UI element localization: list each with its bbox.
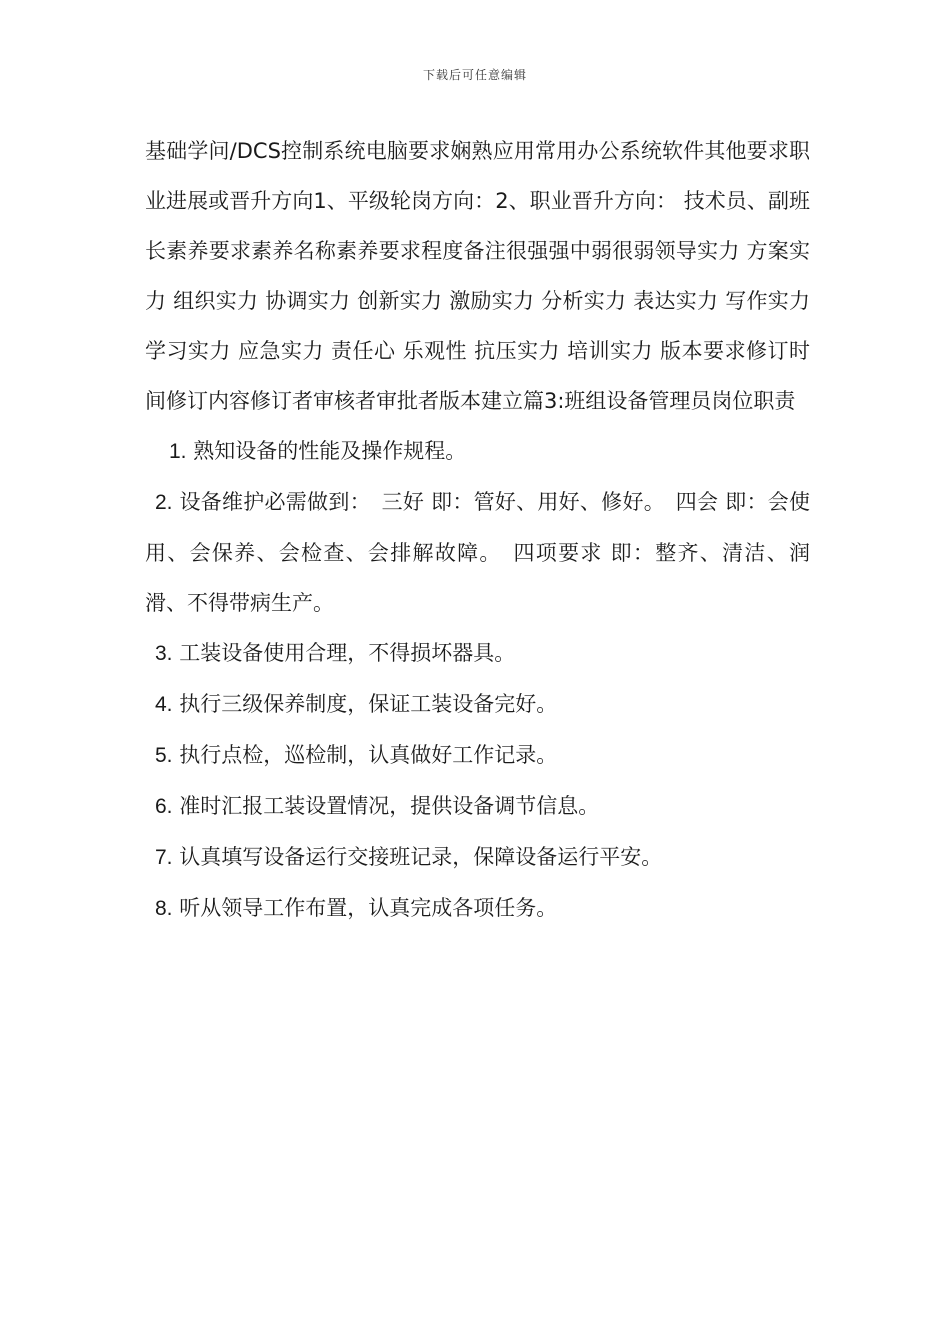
document-body	[145, 126, 810, 934]
item-text: 听从领导工作布置，认真完成各项任务。	[179, 896, 558, 920]
item-number: 4.	[155, 693, 173, 716]
item-text: 熟知设备的性能及操作规程。	[193, 439, 467, 463]
item-text: 认真填写设备运行交接班记录，保障设备运行平安。	[179, 845, 663, 869]
item-number: 2.	[155, 491, 173, 514]
list-item	[145, 781, 810, 832]
list-item	[145, 832, 810, 883]
list-item	[145, 679, 810, 730]
item-text: 执行三级保养制度，保证工装设备完好。	[179, 692, 558, 716]
item-number: 6.	[155, 795, 173, 818]
item-text: 执行点检，巡检制，认真做好工作记录。	[179, 743, 558, 767]
item-number: 5.	[155, 744, 173, 767]
item-number: 3.	[155, 642, 173, 665]
item-number: 7.	[155, 846, 173, 869]
list-item	[145, 426, 810, 477]
item-number: 1.	[169, 440, 187, 463]
item-number: 8.	[155, 897, 173, 920]
list-item	[145, 883, 810, 934]
list-item	[145, 628, 810, 679]
item-text: 设备维护必需做到： 三好 即：管好、用好、修好。 四会 即：会使用、会保养、会检查、会排解故障。 四项要求 即：整齐、清洁、润滑、不得带病生产。	[145, 490, 810, 615]
list-item	[145, 730, 810, 781]
item-text: 工装设备使用合理，不得损坏器具。	[179, 641, 516, 665]
list-item	[145, 477, 810, 628]
item-text: 准时汇报工装设置情况，提供设备调节信息。	[179, 794, 600, 818]
intro-paragraph: 基础学问/DCS控制系统电脑要求娴熟应用常用办公系统软件其他要求职业进展或晋升方向1、平级轮岗方向：2、职业晋升方向： 技术员、副班长素养要求素养名称素养要求程度备注很强强中弱很弱领导实力 方案实力 组织实力 协调实力 创新实力 激励实力 分析实力 表达实力 写作实力 学习实力 应急实力 责任心 乐观性 抗压实力 培训实力 版本要求修订时间修订内容修订者审核者审批者版本建立篇3:班组设备管理员岗位职责	[145, 139, 810, 413]
page-header: 下载后可任意编辑	[422, 68, 527, 82]
